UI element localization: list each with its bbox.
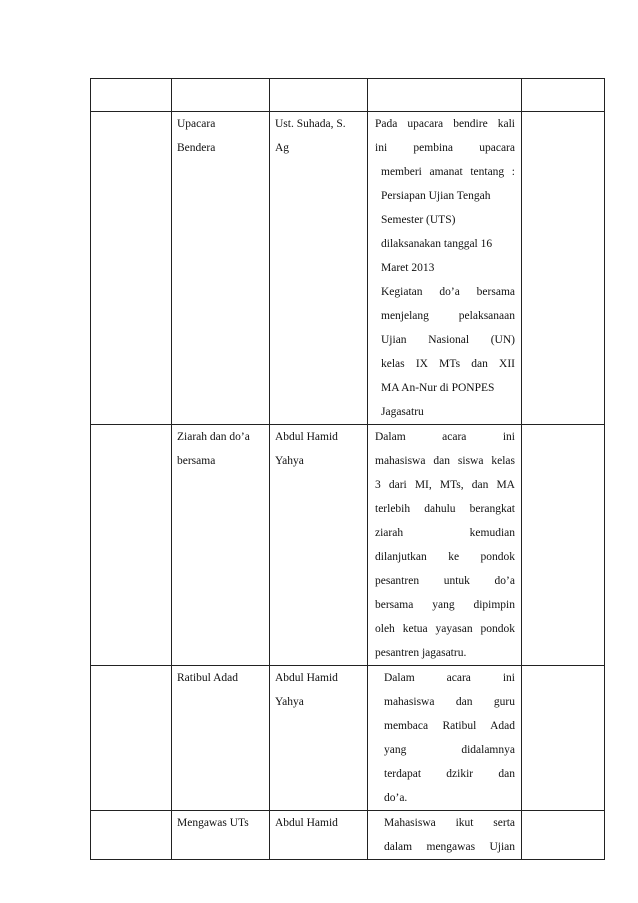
text-line: kelas IX MTs dan XII (381, 358, 515, 370)
text-line: Yahya (275, 696, 304, 708)
text-line: Maret 2013 (381, 262, 435, 274)
text-line: Bendera (177, 142, 216, 154)
number-cell (91, 425, 172, 666)
activity-cell (172, 666, 270, 811)
activity-cell (172, 425, 270, 666)
header-cell-3 (270, 79, 368, 112)
person-in-charge-cell (270, 666, 368, 811)
header-cell-1 (91, 79, 172, 112)
activity-cell (172, 112, 270, 425)
text-line: bersama yang dipimpin (375, 599, 515, 611)
signature-cell (522, 811, 605, 860)
text-line: menjelang pelaksanaan (381, 310, 515, 322)
header-cell-4 (368, 79, 522, 112)
signature-cell (522, 112, 605, 425)
text-line: do’a. (384, 792, 408, 804)
text-line: Dalam acara ini (375, 431, 515, 443)
text-line: dilanjutkan ke pondok (375, 551, 515, 563)
activity-cell (172, 811, 270, 860)
text-line: pesantren jagasatru. (375, 647, 467, 659)
text-line: Ratibul Adad (177, 672, 239, 684)
activity-log-table (90, 78, 605, 860)
text-line: dilaksanakan tanggal 16 (381, 238, 493, 250)
text-line: Mahasiswa ikut serta (384, 817, 515, 829)
text-line: Semester (UTS) (381, 214, 456, 226)
text-line: Upacara (177, 118, 216, 130)
text-line: bersama (177, 455, 216, 467)
text-line: mahasiswa dan guru (384, 696, 515, 708)
text-line: Kegiatan do’a bersama (381, 286, 515, 298)
text-line: Mengawas UTs (177, 817, 249, 829)
text-line: MA An-Nur di PONPES (381, 382, 495, 394)
text-line: Pada upacara bendire kali (375, 118, 515, 130)
text-line: Abdul Hamid (275, 817, 338, 829)
text-line: dalam mengawas Ujian (384, 841, 515, 853)
text-line: 3 dari MI, MTs, dan MA (375, 479, 515, 491)
table-row (91, 666, 605, 811)
person-in-charge-cell (270, 425, 368, 666)
text-line: Dalam acara ini (384, 672, 515, 684)
number-cell (91, 112, 172, 425)
person-in-charge-cell (270, 112, 368, 425)
header-cell-5 (522, 79, 605, 112)
text-line: Abdul Hamid (275, 431, 338, 443)
text-line: Yahya (275, 455, 304, 467)
number-cell (91, 811, 172, 860)
text-line: Abdul Hamid (275, 672, 338, 684)
text-line: Ziarah dan do’a (177, 431, 250, 443)
header-cell-2 (172, 79, 270, 112)
signature-cell (522, 425, 605, 666)
text-line: terdapat dzikir dan (384, 768, 515, 780)
text-line: Ag (275, 142, 290, 154)
text-line: Ujian Nasional (UN) (381, 334, 515, 346)
table-header-row (91, 79, 605, 112)
notes-cell (368, 811, 522, 860)
text-line: oleh ketua yayasan pondok (375, 623, 515, 635)
number-cell (91, 666, 172, 811)
text-line: Jagasatru (381, 406, 424, 418)
table-row (91, 112, 605, 425)
text-line: ziarah kemudian (375, 527, 515, 539)
text-line: memberi amanat tentang : (381, 166, 515, 178)
signature-cell (522, 666, 605, 811)
notes-cell (368, 425, 522, 666)
text-line: mahasiswa dan siswa kelas (375, 455, 515, 467)
person-in-charge-cell (270, 811, 368, 860)
text-line: Ust. Suhada, S. (275, 118, 346, 130)
text-line: ini pembina upacara (375, 142, 515, 154)
table-row (91, 811, 605, 860)
text-line: terlebih dahulu berangkat (375, 503, 515, 515)
text-line: Persiapan Ujian Tengah (381, 190, 491, 202)
notes-cell (368, 112, 522, 425)
text-line: pesantren untuk do’a (375, 575, 515, 587)
table-row (91, 425, 605, 666)
notes-cell (368, 666, 522, 811)
text-line: membaca Ratibul Adad (384, 720, 515, 732)
text-line: yang didalamnya (384, 744, 515, 756)
